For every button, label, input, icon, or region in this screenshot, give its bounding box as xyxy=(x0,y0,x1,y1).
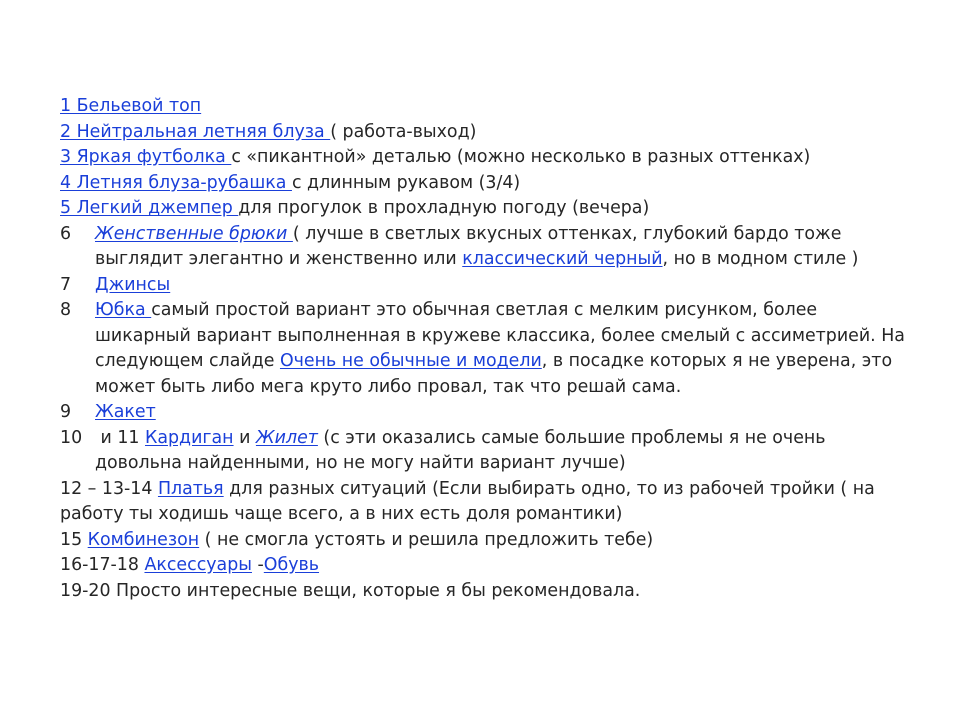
item-16-text: 16-17-18 xyxy=(60,555,145,575)
list-item-8 xyxy=(60,298,920,324)
item-8-text-4: , в посадке которых я не уверена, это xyxy=(541,351,893,371)
item-12-text-3: работу ты ходишь чаще всего, а в них есть доля романтики) xyxy=(60,504,623,524)
link-feminine-trousers[interactable]: Женственные брюки xyxy=(95,223,293,244)
list-item-8-cont-2 xyxy=(60,349,920,375)
link-vest[interactable]: Жилет xyxy=(255,427,318,448)
item-6-text: ( лучше в светлых вкусных оттенках, глубокий бардо тоже xyxy=(292,223,842,244)
list-item-6 xyxy=(60,222,920,248)
item-10-text-3: (с эти оказались самые большие проблемы я не очень xyxy=(317,427,826,448)
item-6-number: 6 xyxy=(60,223,72,244)
list-item-5 xyxy=(60,196,920,222)
item-9-number: 9 xyxy=(60,402,72,422)
list-item-15 xyxy=(60,528,920,554)
list-item-6-cont xyxy=(60,247,920,273)
link-summer-shirt[interactable]: 4 Летняя блуза-рубашка xyxy=(60,172,292,193)
list-item-1 xyxy=(60,94,920,120)
item-4-text: с длинным рукавом (3/4) xyxy=(291,172,521,193)
link-skirt[interactable]: Юбка xyxy=(95,300,152,320)
list-item-12-cont xyxy=(60,502,920,528)
item-15-text: 15 xyxy=(60,529,88,550)
item-6-text-2: выглядит элегантно и женственно или xyxy=(95,249,463,269)
link-accessories[interactable]: Аксессуары xyxy=(144,555,252,575)
link-unusual-models[interactable]: Очень не обычные и модели xyxy=(279,351,542,371)
item-8-text-2: шикарный вариант выполненная в кружеве классика, более смелый с ассиметрией. На xyxy=(95,325,905,346)
item-list xyxy=(60,94,920,604)
item-12-text-2: для разных ситуаций (Если выбирать одно, то из рабочей тройки ( на xyxy=(223,478,875,499)
list-item-3 xyxy=(60,145,920,171)
link-dresses[interactable]: Платья xyxy=(157,478,224,499)
item-15-text-2: ( не смогла устоять и решила предложить тебе) xyxy=(199,529,654,550)
list-item-12 xyxy=(60,477,920,503)
list-item-4 xyxy=(60,171,920,197)
item-16-text-2: - xyxy=(251,555,264,575)
item-10-number: 10 xyxy=(60,427,83,448)
link-shoes[interactable]: Обувь xyxy=(263,555,320,575)
item-8-text-3: следующем слайде xyxy=(95,351,280,371)
item-8-number: 8 xyxy=(60,300,72,320)
item-6-text-3: , но в модном стиле ) xyxy=(662,249,859,269)
item-8-text-5: может быть либо мега круто либо провал, так что решай сама. xyxy=(95,376,682,397)
link-jacket[interactable]: Жакет xyxy=(95,402,156,422)
link-light-jumper[interactable]: 5 Легкий джемпер xyxy=(60,198,239,218)
item-19-text: 19-20 Просто интересные вещи, которые я бы рекомендовала. xyxy=(60,580,641,601)
item-2-text: ( работа-выход) xyxy=(330,121,477,142)
list-item-16 xyxy=(60,553,920,579)
item-10-text: и 11 xyxy=(95,427,146,448)
item-10-text-2: и xyxy=(233,427,256,448)
item-7-number: 7 xyxy=(60,274,72,295)
item-8-text: самый простой вариант это обычная светлая с мелким рисунком, более xyxy=(151,300,818,320)
link-jumpsuit[interactable]: Комбинезон xyxy=(87,529,200,550)
list-item-2 xyxy=(60,120,920,146)
list-item-10-cont xyxy=(60,451,920,477)
list-item-19 xyxy=(60,579,920,605)
item-10-text-4: довольна найденными, но не могу найти вариант лучше) xyxy=(95,453,626,473)
list-item-9 xyxy=(60,400,920,426)
list-item-7 xyxy=(60,273,920,299)
link-jeans[interactable]: Джинсы xyxy=(95,274,171,295)
link-belevoy-top[interactable]: 1 Бельевой топ xyxy=(60,96,202,116)
link-cardigan[interactable]: Кардиган xyxy=(145,427,234,448)
link-bright-tshirt[interactable]: 3 Яркая футболка xyxy=(60,147,232,167)
link-neutral-blouse[interactable]: 2 Нейтральная летняя блуза xyxy=(60,121,331,142)
link-classic-black[interactable]: классический черный xyxy=(462,249,663,269)
item-12-text: 12 – 13-14 xyxy=(60,478,158,499)
list-item-8-cont-3 xyxy=(60,375,920,401)
list-item-8-cont-1 xyxy=(60,324,920,350)
list-item-10 xyxy=(60,426,920,452)
item-5-text: для прогулок в прохладную погоду (вечера) xyxy=(238,198,650,218)
item-3-text: с «пикантной» деталью (можно несколько в разных оттенках) xyxy=(231,147,811,167)
